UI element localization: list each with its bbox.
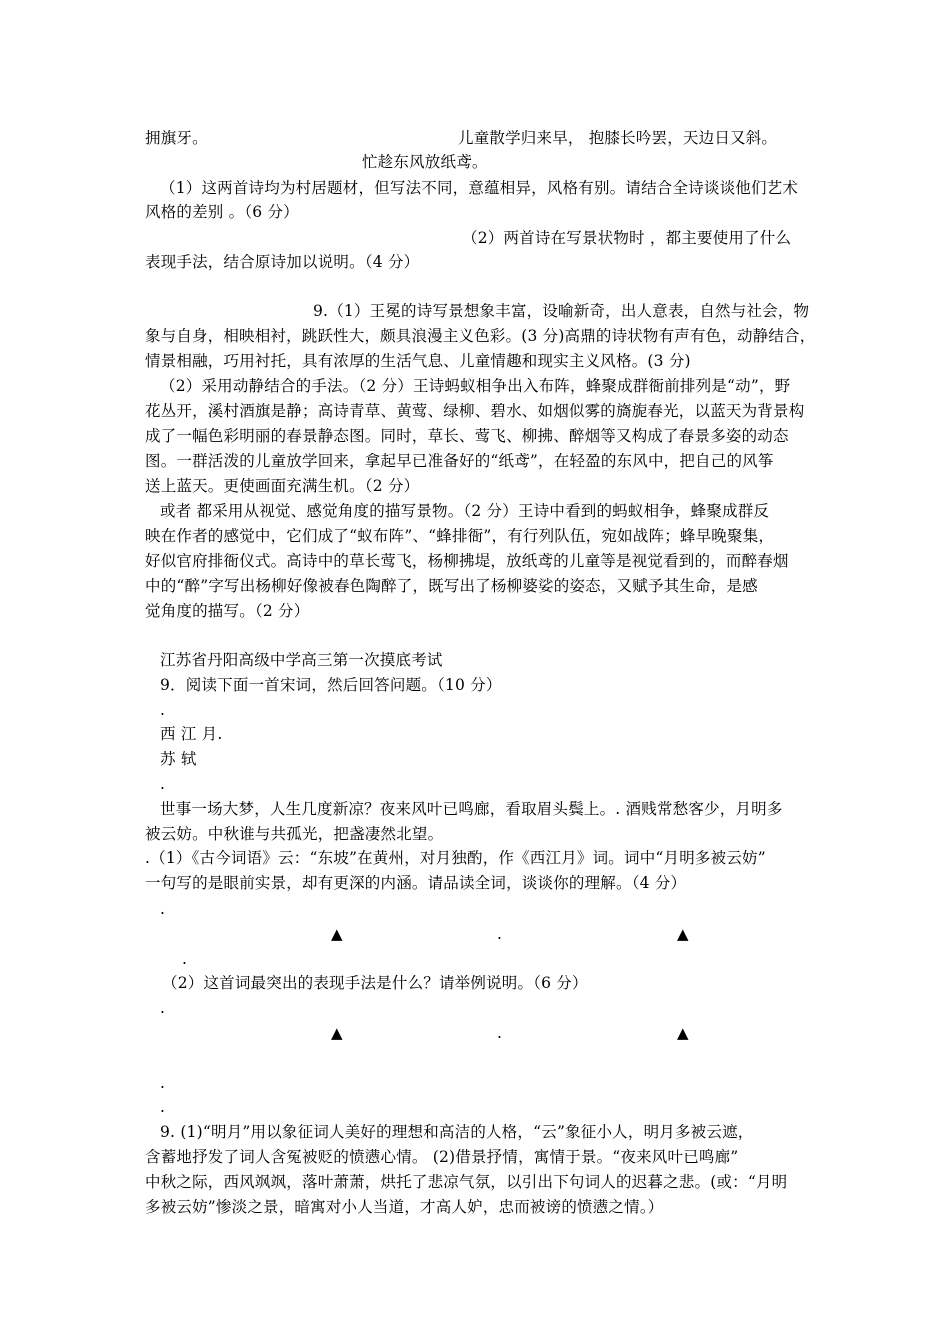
answer-triangle-marker: ▲ [677, 1024, 689, 1042]
answer-1-line: 象与自身，相映相衬，跳跃性大，颇具浪漫主义色彩。(3 分)高鼎的诗状物有声有色，动静结合， [145, 327, 816, 345]
answer-triangle-marker: ▲ [331, 925, 343, 943]
dot-marker: . [160, 775, 166, 793]
exam-instruction: 9．阅读下面一首宋词，然后回答问题。（10 分） [160, 676, 502, 694]
poem-author: 苏 轼 [160, 750, 197, 768]
answer-1-line: 映在作者的感觉中，它们成了“蚁布阵”、“蜂排衙”，有行列队伍，宛如战阵；蜂早晚聚集， [145, 527, 775, 545]
answer-2-line: 9. (1)“明月”用以象征词人美好的理想和高洁的人格，“云”象征小人，明月多被云遮， [160, 1123, 754, 1141]
dot-marker: . [160, 701, 166, 719]
poem-title: 西 江 月. [160, 725, 223, 743]
answer-1-line: 或者 都采用从视觉、感觉角度的描写景物。（2 分）王诗中看到的蚂蚁相争，蜂聚成群反 [160, 502, 770, 520]
sub-question-1-a: .（1）《古今词语》云：“东坡”在黄州，对月独酌，作《西江月》词。词中“月明多被云妨” [145, 849, 766, 867]
sub-question-2: （2）这首词最突出的表现手法是什么？请举例说明。（6 分） [162, 974, 588, 992]
answer-1-line: 图。一群活泼的儿童放学回来，拿起早已准备好的“纸鸢”，在轻盈的东风中，把自己的风筝 [145, 452, 774, 470]
dot-marker: . [160, 1074, 166, 1092]
answer-1-line: （2）采用动静结合的手法。（2 分）王诗蚂蚁相争出入布阵，蜂聚成群衙前排列是“动”，野 [160, 377, 791, 395]
dot-marker: . [160, 999, 166, 1017]
dot-marker: . [160, 900, 166, 918]
dot-marker: . [182, 950, 188, 968]
poem-text-line: 世事一场大梦，人生几度新凉？夜来风叶已鸣廊，看取眉头鬓上。. 酒贱常愁客少，月明多 [160, 800, 783, 818]
exam-school-title: 江苏省丹阳高级中学高三第一次摸底考试 [160, 651, 443, 669]
dot-marker: . [497, 1024, 503, 1042]
answer-2-line: 中秋之际，西风飒飒，落叶萧萧，烘托了悲凉气氛，以引出下句词人的迟暮之悲。(或：“月明 [145, 1173, 788, 1191]
answer-1-line: 情景相融，巧用衬托，具有浓厚的生活气息、儿童情趣和现实主义风格。(3 分) [145, 352, 691, 370]
question-1-part1-a: （1）这两首诗均为村居题材，但写法不同，意蕴相异，风格有别。请结合全诗谈谈他们艺术 [160, 179, 799, 197]
answer-2-line: 含蓄地抒发了词人含冤被贬的愤懑心情。 (2)借景抒情，寓情于景。“夜来风叶已鸣廊” [145, 1148, 739, 1166]
answer-1-line: 花丛开，溪村酒旗是静；高诗青草、黄莺、绿柳、碧水、如烟似雾的旖旎春光，以蓝天为背景构 [145, 402, 805, 420]
answer-triangle-marker: ▲ [331, 1024, 343, 1042]
answer-1-line: 成了一幅色彩明丽的春景静态图。同时，草长、莺飞、柳拂、醉烟等又构成了春景多姿的动态 [145, 427, 789, 445]
answer-1-line: 觉角度的描写。（2 分） [145, 602, 310, 620]
dot-marker: . [497, 925, 503, 943]
sub-question-1-b: 一句写的是眼前实景，却有更深的内涵。请品读全词，谈谈你的理解。（4 分） [145, 874, 687, 892]
question-1-part1-b: 风格的差别 。（6 分） [145, 203, 299, 221]
answer-1-line: 送上蓝天。更使画面充满生机。（2 分） [145, 477, 420, 495]
poem-text-line: 被云妨。中秋谁与共孤光，把盏凄然北望。 [145, 825, 444, 843]
question-1-part2-b: 表现手法，结合原诗加以说明。（4 分） [145, 253, 420, 271]
dot-marker: . [160, 1098, 166, 1116]
poem-tail-left: 拥旗牙。 [145, 129, 208, 147]
answer-1-line: 9.（1）王冕的诗写景想象丰富，设喻新奇，出人意表，自然与社会，物 [313, 302, 810, 320]
answer-1-line: 中的“醉”字写出杨柳好像被春色陶醉了，既写出了杨柳婆娑的姿态，又赋予其生命，是感 [145, 577, 758, 595]
answer-2-line: 多被云妨”惨淡之景，暗寓对小人当道，才高人妒，忠而被谤的愤懑之情。） [145, 1198, 664, 1216]
poem-tail-line2: 忙趁东风放纸鸢。 [362, 153, 488, 171]
question-1-part2-a: （2）两首诗在写景状物时 ，都主要使用了什么 [462, 229, 792, 247]
answer-triangle-marker: ▲ [677, 925, 689, 943]
poem-tail-right: 儿童散学归来早， 抱膝长吟罢，天边日又斜。 [458, 129, 778, 147]
answer-1-line: 好似官府排衙仪式。高诗中的草长莺飞，杨柳拂堤，放纸鸢的儿童等是视觉看到的，而醉春烟 [145, 552, 789, 570]
